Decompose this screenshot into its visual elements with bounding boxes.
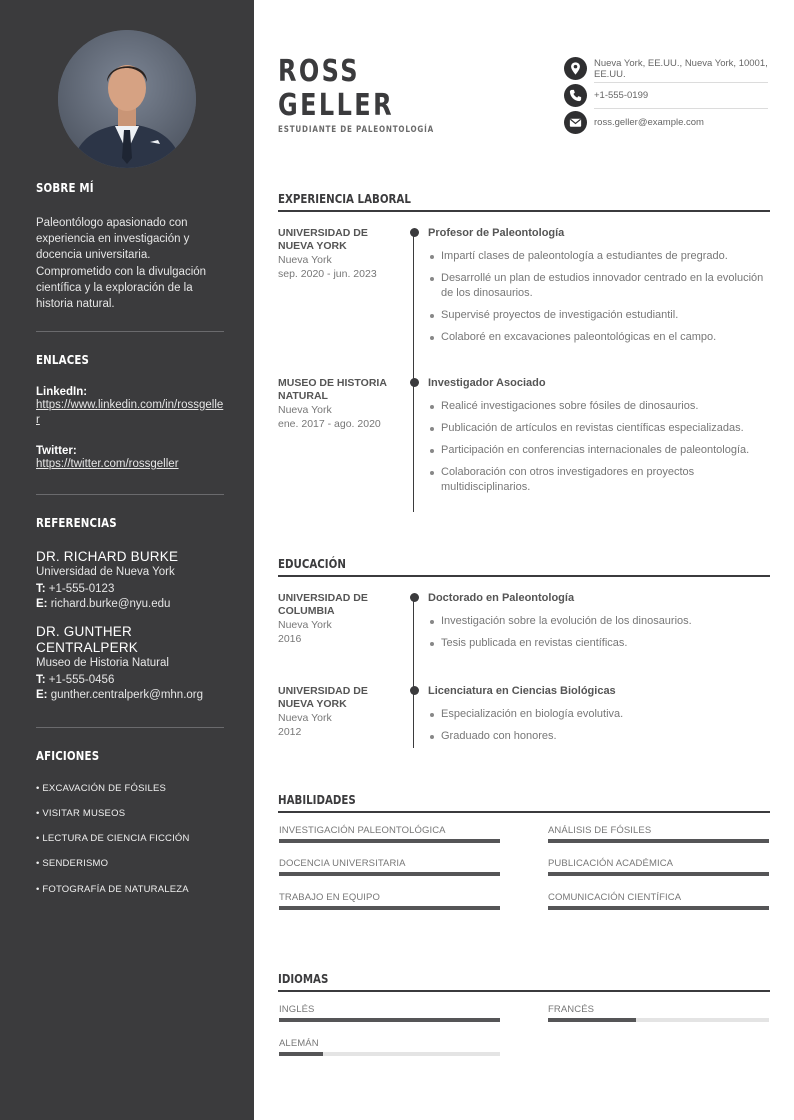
entry-role: Profesor de Paleontología [428, 227, 565, 239]
about-text: Paleontólogo apasionado con experiencia en investigación y docencia universitaria. Comprometido con la divulgación científica y la exploración de la historia natural. [36, 217, 207, 311]
reference-name: DR. RICHARD BURKE [36, 549, 179, 564]
about-section [36, 180, 224, 312]
last-name: GELLER [278, 88, 394, 123]
entry-location: Nueva York [278, 619, 332, 631]
email-text: ross.geller@example.com [594, 117, 704, 128]
entry-org: UNIVERSIDAD DE NUEVA YORK Nueva York 2012 [278, 685, 398, 739]
section-rule [278, 811, 770, 813]
email-icon [564, 111, 587, 134]
language-label: FRANCÉS [548, 1004, 595, 1015]
language-item [548, 1004, 769, 1015]
timeline-dot [410, 593, 419, 602]
list-item: Tesis publicada en revistas científicas. [428, 636, 770, 651]
entry-location: Nueva York [278, 712, 332, 724]
list-item: Especialización en biología evolutiva. [428, 707, 770, 722]
language-bar-track [279, 1052, 500, 1056]
languages-heading: IDIOMAS [278, 971, 329, 986]
hobby-item: • LECTURA DE CIENCIA FICCIÓN [36, 833, 190, 844]
list-item: Investigación sobre la evolución de los dinosaurios. [428, 614, 770, 629]
list-item: Realicé investigaciones sobre fósiles de dinosaurios. [428, 399, 770, 414]
skill-bar-fill [548, 872, 769, 876]
entry-role: Investigador Asociado [428, 377, 546, 389]
skill-item [279, 825, 500, 836]
twitter-link[interactable]: https://twitter.com/rossgeller [36, 458, 179, 470]
list-item: Supervisé proyectos de investigación estudiantil. [428, 308, 770, 323]
contact-divider [594, 82, 768, 83]
language-bar-track [548, 1018, 769, 1022]
entry-location: Nueva York [278, 404, 332, 416]
skill-bar-fill [279, 839, 500, 843]
hobby-item: • VISITAR MUSEOS [36, 808, 126, 819]
entry-dates: ene. 2017 - ago. 2020 [278, 418, 381, 430]
location-pin-icon [564, 57, 587, 80]
hobby-item: • SENDERISMO [36, 858, 109, 869]
hobby-item: • FOTOGRAFÍA DE NATURALEZA [36, 884, 189, 895]
language-bar-fill [279, 1018, 500, 1022]
section-rule [278, 575, 770, 577]
references-section [36, 515, 224, 701]
list-item: Colaboré en excavaciones paleontológicas en el campo. [428, 330, 770, 345]
skill-item [279, 892, 500, 903]
sidebar-divider [36, 727, 224, 728]
reference-email: E: gunther.centralperk@mhn.org [36, 689, 204, 701]
reference-org: Museo de Historia Natural [36, 657, 169, 669]
language-bar-fill [279, 1052, 323, 1056]
section-rule [278, 210, 770, 212]
skill-item [548, 892, 769, 903]
skill-bar-track [279, 872, 500, 876]
entry-bullets [428, 399, 770, 502]
entry-role: Licenciatura en Ciencias Biológicas [428, 685, 616, 697]
job-title: ESTUDIANTE DE PALEONTOLOGÍA [278, 125, 434, 135]
list-item: Participación en conferencias internacionales de paleontología. [428, 443, 770, 458]
linkedin-link[interactable]: https://www.linkedin.com/in/rossgeller [36, 399, 224, 426]
entry-dates: 2016 [278, 633, 302, 645]
reference-name: DR. GUNTHER CENTRALPERK [36, 624, 138, 655]
entry-bullets [428, 707, 770, 751]
sidebar-divider [36, 494, 224, 495]
language-bar-track [279, 1018, 500, 1022]
skill-label: ANÁLISIS DE FÓSILES [548, 825, 652, 836]
address-text: Nueva York, EE.UU., Nueva York, 10001, EE.UU. [594, 58, 768, 80]
experience-heading: EXPERIENCIA LABORAL [278, 191, 411, 206]
skill-bar-fill [548, 906, 769, 910]
link-twitter [36, 445, 224, 472]
skill-bar-track [548, 906, 769, 910]
entry-dates: 2012 [278, 726, 302, 738]
reference-email: E: richard.burke@nyu.edu [36, 598, 171, 610]
list-item: Publicación de artículos en revistas científicas especializadas. [428, 421, 770, 436]
about-heading: SOBRE MÍ [36, 180, 94, 195]
first-name: ROSS [278, 54, 360, 89]
list-item: Impartí clases de paleontología a estudiantes de pregrado. [428, 249, 770, 264]
timeline-line [413, 232, 414, 512]
reference-item [36, 549, 224, 612]
entry-role: Doctorado en Paleontología [428, 592, 575, 604]
skill-bar-fill [279, 906, 500, 910]
skill-label: DOCENCIA UNIVERSITARIA [279, 858, 406, 869]
skill-bar-track [279, 839, 500, 843]
hobby-item: • EXCAVACIÓN DE FÓSILES [36, 783, 167, 794]
hobbies-heading: AFICIONES [36, 748, 100, 763]
skill-bar-track [279, 906, 500, 910]
language-label: ALEMÁN [279, 1038, 319, 1049]
education-heading: EDUCACIÓN [278, 556, 346, 571]
contact-divider [594, 108, 768, 109]
timeline-line [413, 597, 414, 748]
reference-org: Universidad de Nueva York [36, 566, 175, 578]
links-section [36, 352, 224, 470]
entry-dates: sep. 2020 - jun. 2023 [278, 268, 377, 280]
skill-label: COMUNICACIÓN CIENTÍFICA [548, 892, 682, 903]
skill-label: INVESTIGACIÓN PALEONTOLÓGICA [279, 825, 446, 836]
skill-bar-fill [548, 839, 769, 843]
entry-org: UNIVERSIDAD DE NUEVA YORK Nueva York sep. 2020 - jun. 2023 [278, 227, 398, 281]
timeline-dot [410, 686, 419, 695]
profile-photo [58, 30, 196, 168]
skills-heading: HABILIDADES [278, 792, 356, 807]
hobbies-section [36, 748, 224, 895]
skill-item [548, 825, 769, 836]
entry-bullets [428, 614, 770, 658]
reference-phone: T: +1-555-0456 [36, 674, 115, 686]
skill-bar-track [548, 839, 769, 843]
skill-label: PUBLICACIÓN ACADÉMICA [548, 858, 674, 869]
phone-text: +1-555-0199 [594, 90, 649, 101]
entry-org: MUSEO DE HISTORIA NATURAL Nueva York ene. 2017 - ago. 2020 [278, 377, 398, 431]
list-item: Graduado con honores. [428, 729, 770, 744]
link-linkedin [36, 386, 224, 428]
language-item [279, 1004, 500, 1015]
sidebar [0, 0, 254, 1120]
reference-item [36, 624, 224, 703]
timeline-dot [410, 228, 419, 237]
links-heading: ENLACES [36, 352, 90, 367]
skill-bar-fill [279, 872, 500, 876]
list-item: Colaboración con otros investigadores en proyectos multidisciplinarios. [428, 465, 770, 495]
language-bar-fill [548, 1018, 636, 1022]
phone-icon [564, 84, 587, 107]
entry-bullets [428, 249, 770, 352]
skill-label: TRABAJO EN EQUIPO [279, 892, 380, 903]
sidebar-divider [36, 331, 224, 332]
language-item [279, 1038, 500, 1049]
references-heading: REFERENCIAS [36, 515, 117, 530]
entry-org: UNIVERSIDAD DE COLUMBIA Nueva York 2016 [278, 592, 398, 646]
section-rule [278, 990, 770, 992]
language-label: INGLÉS [279, 1004, 315, 1015]
skill-bar-track [548, 872, 769, 876]
timeline-dot [410, 378, 419, 387]
link-label: LinkedIn: [36, 386, 88, 398]
entry-location: Nueva York [278, 254, 332, 266]
skill-item [279, 858, 500, 869]
reference-phone: T: +1-555-0123 [36, 583, 115, 595]
link-label: Twitter: [36, 445, 77, 457]
list-item: Desarrollé un plan de estudios innovador centrado en la evolución de los dinosaurios. [428, 271, 770, 301]
skill-item [548, 858, 769, 869]
